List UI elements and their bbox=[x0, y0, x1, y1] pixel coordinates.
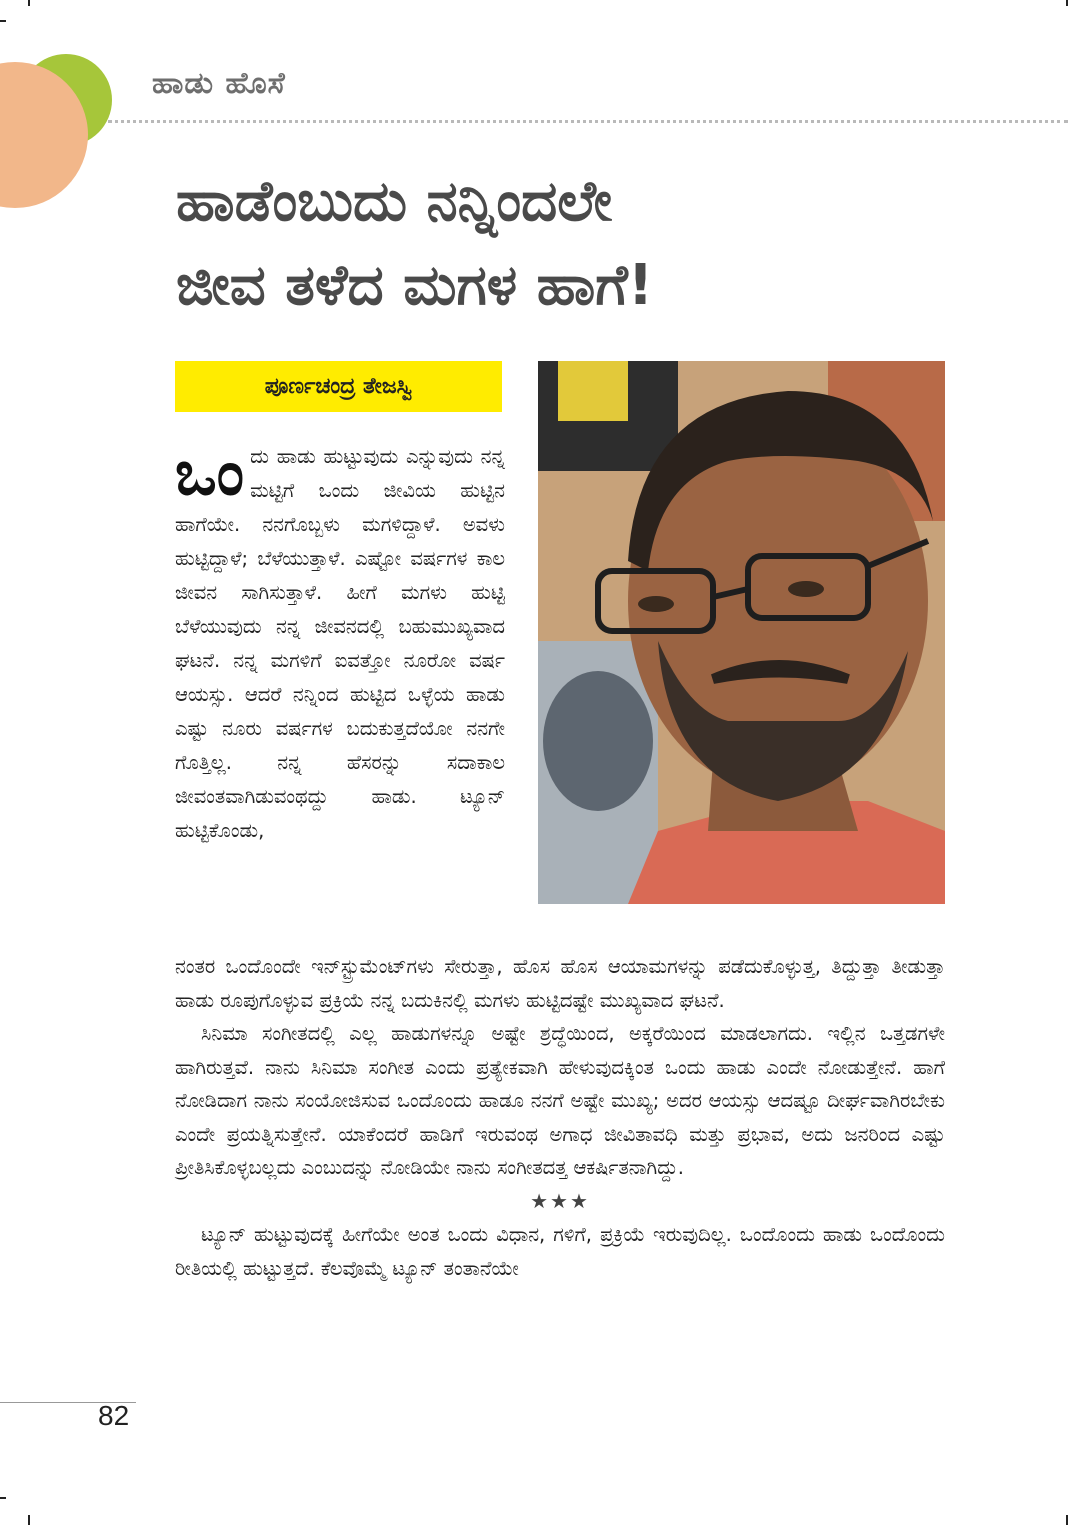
article-body bbox=[175, 950, 945, 1285]
section-separator: ★★★ bbox=[530, 1188, 590, 1213]
paragraph-3: ಟ್ಯೂನ್ ಹುಟ್ಟುವುದಕ್ಕೆ ಹೀಗೆಯೇ ಅಂತ ಒಂದು ವಿಧಾನ, ಗಳಿಗೆ, ಪ್ರಕ್ರಿಯೆ ಇರುವುದಿಲ್ಲ. ಒಂದೊಂದು ಹಾಡು ಒಂದೊಂದು ರೀತಿಯಲ್ಲಿ ಹುಟ್ಟುತ್ತದೆ. ಕೆಲವೊಮ್ಮೆ ಟ್ಯೂನ್ ತಂತಾನೆಯೇ bbox=[175, 1223, 945, 1280]
headline-line-1: ಹಾಡೆಂಬುದು ನನ್ನಿಂದಲೇ bbox=[176, 169, 612, 234]
author-portrait-illustration bbox=[538, 361, 945, 904]
column-paragraph: ದು ಹಾಡು ಹುಟ್ಟುವುದು ಎನ್ನುವುದು ನನ್ನ ಮಟ್ಟಿಗೆ ಒಂದು ಜೀವಿಯ ಹುಟ್ಟಿನ ಹಾಗೆಯೇ. ನನಗೊಬ್ಬಳು ಮಗಳಿದ್ದಾಳೆ. ಅವಳು ಹುಟ್ಟಿದ್ದಾಳೆ; ಬೆಳೆಯುತ್ತಾಳೆ. ಎಷ್ಟೋ ವರ್ಷಗಳ ಕಾಲ ಜೀವನ ಸಾಗಿಸುತ್ತಾಳೆ. ಹೀಗೆ ಮಗಳು ಹುಟ್ಟಿ ಬೆಳೆಯುವುದು ನನ್ನ ಜೀವನದಲ್ಲಿ ಬಹುಮುಖ್ಯವಾದ ಘಟನೆ. ನನ್ನ ಮಗಳಿಗೆ ಐವತ್ತೋ ನೂರೋ ವರ್ಷ ಆಯಸ್ಸು. ಆದರೆ ನನ್ನಿಂದ ಹುಟ್ಟಿದ ಒಳ್ಳೆಯ ಹಾಡು ಎಷ್ಟು ನೂರು ವರ್ಷಗಳ ಬದುಕುತ್ತದೆಯೋ ನನಗೇ ಗೊತ್ತಿಲ್ಲ. ನನ್ನ ಹೆಸರನ್ನು ಸದಾಕಾಲ ಜೀವಂತವಾಗಿಡುವಂಥದ್ದು ಹಾಡು. ಟ್ಯೂನ್ ಹುಟ್ಟಿಕೊಂಡು, bbox=[175, 445, 505, 842]
author-byline bbox=[175, 361, 502, 412]
headline-line-2: ಜೀವ ತಳೆದ ಮಗಳ ಹಾಗೆ! bbox=[176, 253, 654, 318]
crop-mark-bottom-right bbox=[1066, 1515, 1068, 1525]
article-column-text bbox=[175, 436, 505, 848]
paragraph-1-continuation: ನಂತರ ಒಂದೊಂದೇ ಇನ್‌ಸ್ಟ್ರುಮೆಂಟ್‌ಗಳು ಸೇರುತ್ತಾ, ಹೊಸ ಹೊಸ ಆಯಾಮಗಳನ್ನು ಪಡೆದುಕೊಳ್ಳುತ್ತ, ತಿದ್ದುತ್ತಾ ತೀಡುತ್ತಾ ಹಾಡು ರೂಪುಗೊಳ್ಳುವ ಪ್ರಕ್ರಿಯೆ ನನ್ನ ಬದುಕಿನಲ್ಲಿ ಮಗಳು ಹುಟ್ಟಿದಷ್ಟೇ ಮುಖ್ಯವಾದ ಘಟನೆ. bbox=[175, 955, 945, 1012]
article-headline bbox=[176, 160, 1036, 328]
crop-mark-top-left-side bbox=[0, 20, 6, 22]
paragraph-2: ಸಿನಿಮಾ ಸಂಗೀತದಲ್ಲಿ ಎಲ್ಲ ಹಾಡುಗಳನ್ನೂ ಅಷ್ಟೇ ಶ್ರದ್ಧೆಯಿಂದ, ಅಕ್ಕರೆಯಿಂದ ಮಾಡಲಾಗದು. ಇಲ್ಲಿನ ಒತ್ತಡಗಳೇ ಹಾಗಿರುತ್ತವೆ. ನಾನು ಸಿನಿಮಾ ಸಂಗೀತ ಎಂದು ಪ್ರತ್ಯೇಕವಾಗಿ ಹೇಳುವುದಕ್ಕಿಂತ ಒಂದು ಹಾಡು ಎಂದೇ ನೋಡುತ್ತೇನೆ. ಹಾಗೆ ನೋಡಿದಾಗ ನಾನು ಸಂಯೋಜಿಸುವ ಒಂದೊಂದು ಹಾಡೂ ನನಗೆ ಅಷ್ಟೇ ಮುಖ್ಯ; ಅದರ ಆಯಸ್ಸು ಆದಷ್ಟೂ ದೀರ್ಘವಾಗಿರಬೇಕು ಎಂದೇ ಪ್ರಯತ್ನಿಸುತ್ತೇನೆ. ಯಾಕೆಂದರೆ ಹಾಡಿಗೆ ಇರುವಂಥ ಅಗಾಧ ಜೀವಿತಾವಧಿ ಮತ್ತು ಪ್ರಭಾವ, ಅದು ಜನರಿಂದ ಎಷ್ಟು ಪ್ರೀತಿಸಿಕೊಳ್ಳಬಲ್ಲದು ಎಂಬುದನ್ನು ನೋಡಿಯೇ ನಾನು ಸಂಗೀತದತ್ತ ಆಕರ್ಷಿತನಾಗಿದ್ದು. bbox=[175, 1022, 945, 1179]
section-divider bbox=[108, 120, 1068, 123]
drop-cap: ಒಂ bbox=[175, 436, 245, 509]
section-label: ಹಾಡು ಹೊಸೆ bbox=[152, 66, 286, 101]
crop-mark-bottom-left-side bbox=[0, 1497, 6, 1499]
crop-mark-top-right bbox=[1066, 0, 1068, 6]
author-name: ಪೂರ್ಣಚಂದ್ರ ತೇಜಸ್ವಿ bbox=[264, 374, 413, 399]
page-number: 82 bbox=[98, 1400, 130, 1431]
author-photo bbox=[538, 361, 945, 904]
crop-mark-bottom-left bbox=[28, 1515, 30, 1525]
crop-mark-top-left bbox=[28, 0, 30, 6]
